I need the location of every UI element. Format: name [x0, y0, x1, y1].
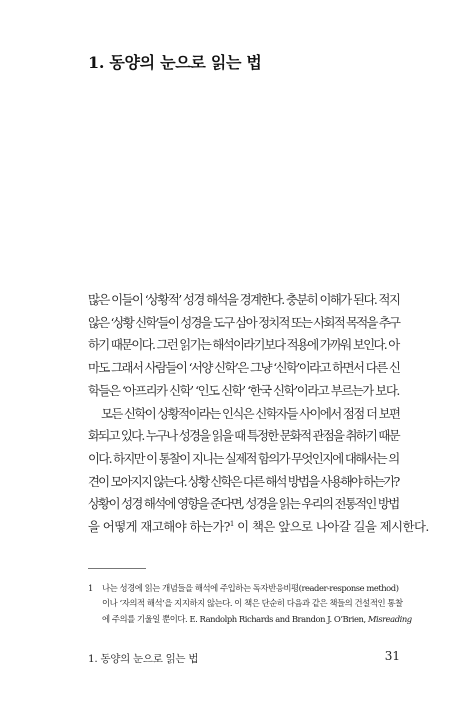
footnote-reference[interactable]: 1	[229, 519, 234, 528]
chapter-title: 1. 동양의 눈으로 읽는 법	[88, 53, 262, 72]
text-segment: 을 어떻게 재고해야 하는가?	[88, 519, 230, 535]
text-line: 상황이 성경 해석에 영향을 준다면, 성경을 읽는 우리의 전통적인 방법	[88, 496, 399, 512]
text-line: 화되고 있다. 누구나 성경을 읽을 때 특정한 문화적 관점을 취하기 때문	[88, 428, 399, 444]
paragraph-2	[88, 403, 429, 539]
footnote-line	[102, 612, 412, 627]
footnote-divider	[88, 568, 146, 569]
footnote-line: 나는 성경에 읽는 개념들을 해석에 주입하는 독자반응비평(reader-response method)	[102, 583, 399, 593]
text-segment: 에 주의를 기울일 뿐이다. E. Randolph Richards and Brandon J. O’Brien,	[102, 613, 366, 624]
footnote	[88, 581, 412, 627]
footnote-body	[102, 581, 412, 627]
text-line: 모든 신학이 상황적이라는 인식은 신학자들 사이에서 점점 더 보편	[101, 405, 400, 421]
text-line: 견이 모아지지 않는다. 상황 신학은 다른 해석 방법을 사용해야 하는가?	[88, 473, 399, 489]
page-number: 31	[384, 649, 400, 663]
text-line: 마도 그래서 사람들이 ‘서양 신학’은 그냥 ‘신학’이라고 하면서 다른 신	[88, 360, 400, 376]
running-head: 1. 동양의 눈으로 읽는 법	[88, 653, 199, 665]
paragraph-1	[88, 289, 400, 403]
text-segment: 이 책은 앞으로 나아갈 길을 제시한다.	[233, 519, 429, 535]
text-line: 않은 ‘상황 신학’들이 성경을 도구 삼아 정치적 또는 사회적 목적을 추구	[88, 314, 400, 330]
text-line: 많은 이들이 ‘상황적’ 성경 해석을 경계한다. 충분히 이해가 된다. 적지	[88, 292, 400, 307]
text-line	[88, 516, 429, 539]
footnote-number: 1	[88, 583, 93, 593]
book-title: Misreading	[367, 613, 412, 624]
text-line: 학들은 ‘아프리카 신학’ ‘인도 신학’ ‘한국 신학’이라고 부르는가 보다.	[88, 382, 399, 398]
text-line: 이다. 하지만 이 통찰이 지니는 실제적 함의가 무엇인지에 대해서는 의	[88, 450, 399, 466]
text-line: 하기 때문이다. 그런 읽기는 해석이라기보다 적용에 가까워 보인다. 아	[88, 337, 399, 353]
body-text	[88, 289, 429, 539]
footnote-line: 이나 ‘자의적 해석’을 지지하지 않는다. 이 책은 단순히 다음과 같은 책들의 건설적인 통찰	[102, 598, 403, 609]
